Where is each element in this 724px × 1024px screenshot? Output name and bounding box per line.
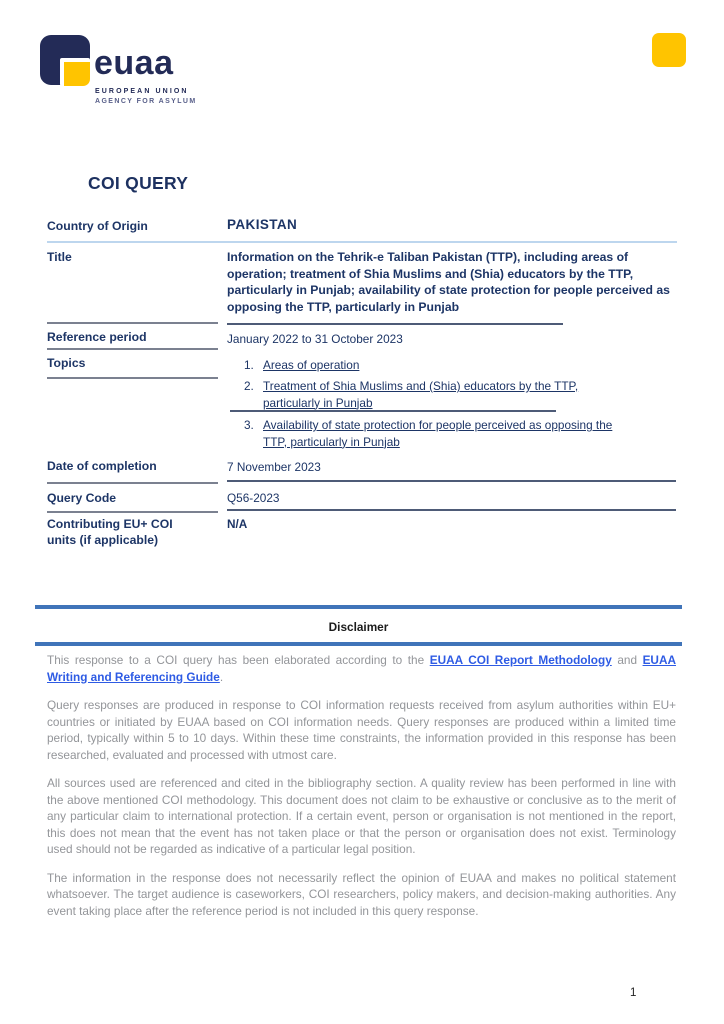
disclaimer-p1-period: . bbox=[219, 669, 224, 684]
label-title: Title bbox=[47, 250, 72, 264]
divider-country-row bbox=[47, 241, 677, 243]
divider-query-code-right bbox=[227, 509, 676, 511]
topic-2-link[interactable]: Treatment of Shia Muslims and (Shia) educators by the TTP, particularly in Punjab bbox=[263, 379, 579, 410]
divider-reference-period-left bbox=[47, 348, 218, 350]
disclaimer-p1-and: and bbox=[611, 653, 643, 667]
disclaimer-body bbox=[47, 652, 676, 931]
disclaimer-heading: Disclaimer bbox=[328, 620, 389, 634]
value-title: Information on the Tehrik-e Taliban Pakistan (TTP), including areas of operation; treatment of Shia Muslims and (Shia) educators by the TTP, particularly in Punjab; availability of state protection for people perceived as opposing the TTP, particularly in Punjab bbox=[227, 250, 670, 314]
page-title: COI QUERY bbox=[88, 173, 189, 193]
disclaimer-paragraph-2: Query responses are produced in response to COI information requests received from asylum authorities within EU+ countries or initiated by EUAA based on COI information needs. Query responses are produced within a limited time period, typically within 5 to 10 days. Within these time constraints, the information provided in this response has been researched, evaluated and processed with utmost care. bbox=[47, 698, 676, 762]
divider-date-row-right bbox=[227, 480, 676, 482]
value-reference-period: January 2022 to 31 October 2023 bbox=[227, 332, 403, 346]
divider-date-row-left bbox=[47, 482, 218, 484]
euaa-logo-tagline-agency-for-asylum: AGENCY FOR ASYLUM bbox=[95, 98, 197, 105]
coi-report-methodology-link[interactable]: EUAA COI Report Methodology bbox=[429, 653, 612, 667]
disclaimer-rule-top bbox=[35, 605, 682, 609]
divider-title-row-left bbox=[47, 322, 218, 324]
label-country-of-origin: Country of Origin bbox=[47, 219, 148, 233]
topic-3-link[interactable]: Availability of state protection for people perceived as opposing the TTP, particularly in Punjab bbox=[263, 418, 613, 449]
divider-topics-left bbox=[47, 377, 218, 379]
value-country-of-origin: PAKISTAN bbox=[227, 217, 298, 232]
disclaimer-paragraph-3: All sources used are referenced and cited in the bibliography section. A quality review has been performed in line with the above mentioned COI methodology. This document does not claim to be exhaustive or conclusive as to the merit of any particular claim to international protection. If a certain event, person or organisation is not mentioned in the report, this does not mean that the event has not taken place or that the person or organisation does not exist. Terminology used should not be regarded as indicative of a particular legal position. bbox=[47, 776, 676, 856]
disclaimer-rule-bottom bbox=[35, 642, 682, 646]
label-contributing-units: Contributing EU+ COI units (if applicable) bbox=[47, 517, 173, 547]
euaa-logo-wordmark: euaa bbox=[94, 44, 174, 82]
writing-referencing-guide-link[interactable]: EUAA Writing and Referencing Guide bbox=[47, 653, 676, 684]
divider-topic-2 bbox=[230, 410, 556, 412]
disclaimer-p1-text: This response to a COI query has been elaborated according to the bbox=[47, 653, 430, 667]
page-number: 1 bbox=[630, 987, 637, 999]
topic-1-number: 1. bbox=[244, 358, 254, 372]
label-query-code: Query Code bbox=[47, 491, 117, 505]
value-query-code: Q56-2023 bbox=[227, 491, 280, 505]
topic-1-link[interactable]: Areas of operation bbox=[263, 358, 360, 372]
value-date-of-completion: 7 November 2023 bbox=[227, 460, 321, 474]
disclaimer-paragraph-1 bbox=[47, 652, 676, 685]
disclaimer-paragraph-4: The information in the response does not necessarily reflect the opinion of EUAA and makes no political statement whatsoever. The target audience is caseworkers, COI researchers, policy makers, and decision-making authorities. Any event taking place after the reference period is not included in this query response. bbox=[47, 870, 676, 918]
label-date-of-completion: Date of completion bbox=[47, 459, 157, 473]
divider-title-row-right bbox=[227, 323, 563, 325]
euaa-logo-yellow-square-icon bbox=[60, 58, 90, 86]
label-reference-period: Reference period bbox=[47, 330, 147, 344]
topic-3-number: 3. bbox=[244, 418, 254, 432]
divider-query-code-left bbox=[47, 511, 218, 513]
label-topics: Topics bbox=[47, 356, 86, 370]
yellow-corner-chip-icon bbox=[652, 33, 686, 67]
euaa-logo-tagline-european-union: EUROPEAN UNION bbox=[95, 88, 189, 95]
value-contributing-units: N/A bbox=[227, 517, 248, 531]
topic-2-number: 2. bbox=[244, 379, 254, 393]
